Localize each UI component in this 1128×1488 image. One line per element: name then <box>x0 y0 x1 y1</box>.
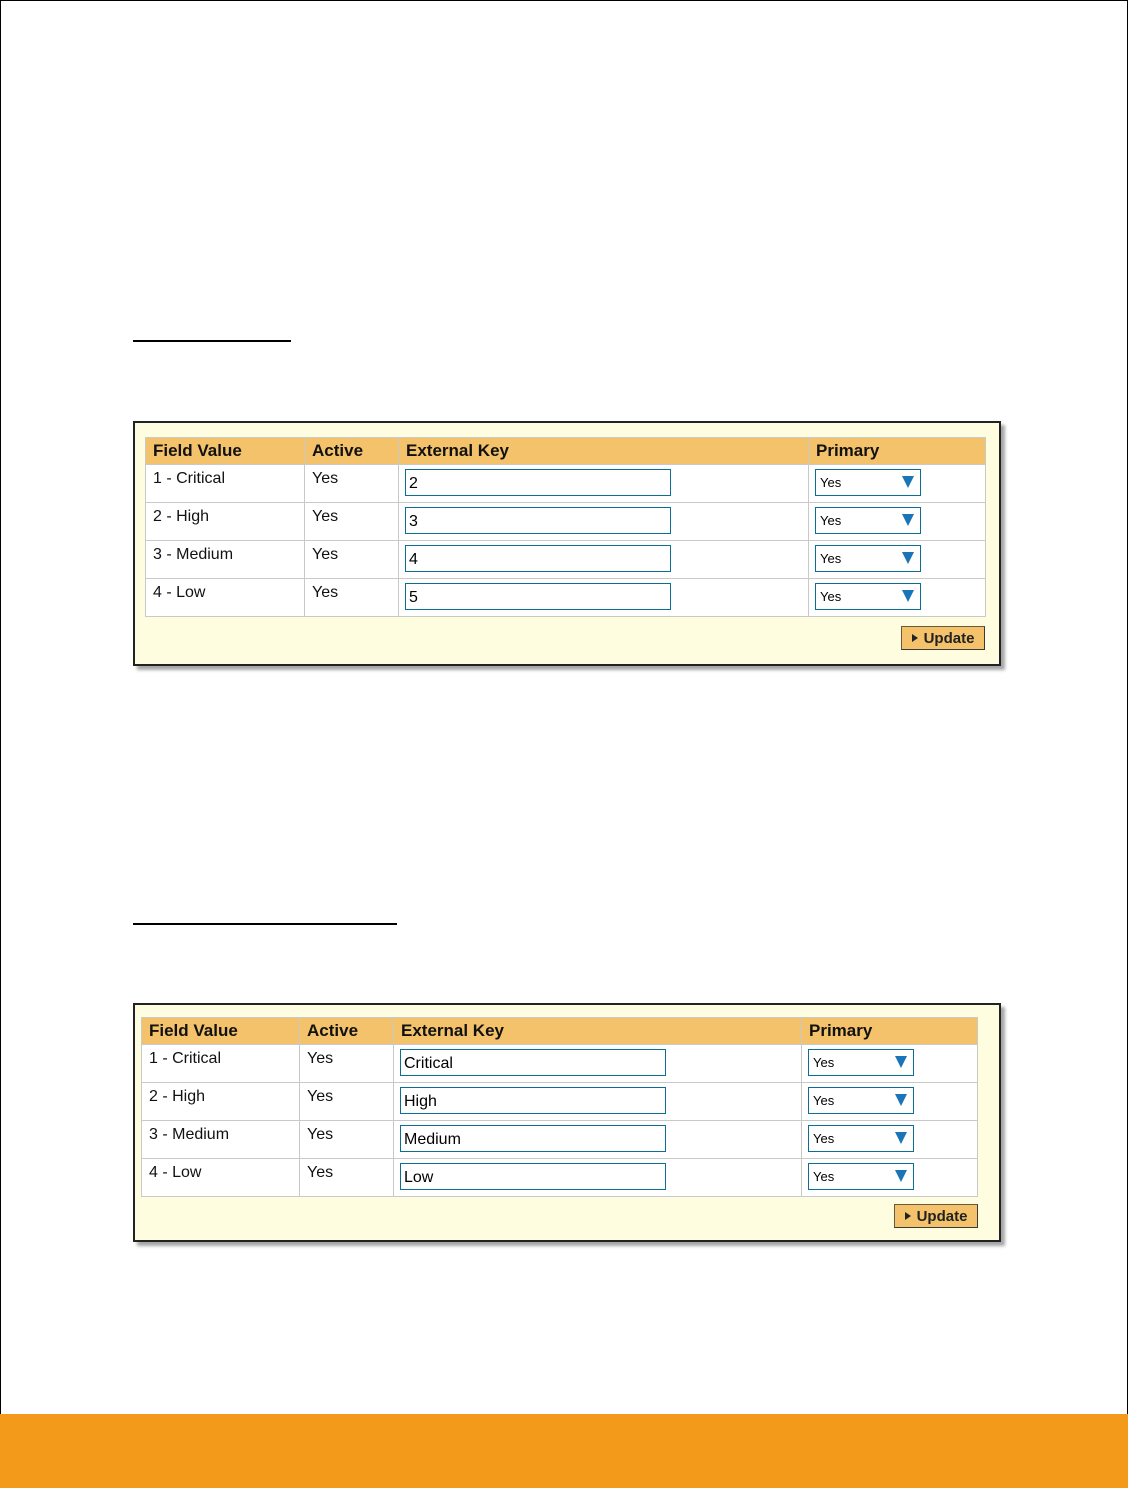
table-row <box>142 1045 978 1083</box>
external-key-cell <box>399 503 809 541</box>
update-button-label: Update <box>923 629 975 647</box>
external-key-cell <box>394 1045 802 1083</box>
mapping-table-2 <box>141 1017 978 1197</box>
primary-cell <box>809 579 986 617</box>
primary-cell <box>802 1045 978 1083</box>
update-button[interactable] <box>894 1204 978 1228</box>
external-key-input[interactable]: High <box>400 1087 666 1114</box>
primary-select-value: Yes <box>813 1169 835 1184</box>
field-value-cell: 4 - Low <box>142 1159 300 1197</box>
active-cell: Yes <box>300 1045 394 1083</box>
triangle-down-icon <box>902 552 914 564</box>
primary-select[interactable] <box>808 1163 914 1190</box>
triangle-down-icon <box>895 1170 907 1182</box>
table-row <box>142 1121 978 1159</box>
triangle-down-icon <box>902 590 914 602</box>
primary-cell <box>802 1159 978 1197</box>
table-header-row <box>142 1018 978 1045</box>
col-header-primary: Primary <box>802 1018 978 1045</box>
external-key-input[interactable]: 2 <box>405 469 671 496</box>
section-underline-2 <box>133 923 397 925</box>
col-header-active: Active <box>300 1018 394 1045</box>
triangle-down-icon <box>895 1094 907 1106</box>
primary-select-value: Yes <box>820 589 842 604</box>
field-value-cell: 2 - High <box>142 1083 300 1121</box>
primary-cell <box>802 1121 978 1159</box>
mapping-panel-2 <box>133 1003 1001 1242</box>
triangle-down-icon <box>895 1132 907 1144</box>
external-key-cell <box>399 579 809 617</box>
field-value-cell: 2 - High <box>146 503 305 541</box>
triangle-right-icon <box>905 1212 911 1220</box>
active-cell: Yes <box>305 465 399 503</box>
active-cell: Yes <box>305 541 399 579</box>
external-key-cell <box>394 1083 802 1121</box>
primary-select-value: Yes <box>820 551 842 566</box>
external-key-cell <box>394 1121 802 1159</box>
primary-cell <box>809 465 986 503</box>
field-value-cell: 3 - Medium <box>146 541 305 579</box>
field-value-cell: 4 - Low <box>146 579 305 617</box>
field-value-cell: 3 - Medium <box>142 1121 300 1159</box>
update-button-label: Update <box>916 1207 968 1225</box>
table-row <box>146 503 986 541</box>
active-cell: Yes <box>300 1159 394 1197</box>
triangle-down-icon <box>895 1056 907 1068</box>
primary-select[interactable] <box>815 469 921 496</box>
external-key-input[interactable]: 4 <box>405 545 671 572</box>
triangle-down-icon <box>902 514 914 526</box>
section-underline-1 <box>133 340 291 342</box>
external-key-cell <box>399 465 809 503</box>
primary-select-value: Yes <box>813 1055 835 1070</box>
primary-select[interactable] <box>815 507 921 534</box>
primary-cell <box>802 1083 978 1121</box>
primary-select[interactable] <box>815 545 921 572</box>
table-row <box>142 1083 978 1121</box>
external-key-input[interactable]: Medium <box>400 1125 666 1152</box>
table-row <box>146 579 986 617</box>
external-key-cell <box>394 1159 802 1197</box>
field-value-cell: 1 - Critical <box>142 1045 300 1083</box>
external-key-input[interactable]: Low <box>400 1163 666 1190</box>
col-header-external-key: External Key <box>394 1018 802 1045</box>
active-cell: Yes <box>300 1121 394 1159</box>
primary-select-value: Yes <box>813 1131 835 1146</box>
col-header-external-key: External Key <box>399 438 809 465</box>
update-button[interactable] <box>901 626 985 650</box>
primary-select-value: Yes <box>820 475 842 490</box>
table-header-row <box>146 438 986 465</box>
field-value-cell: 1 - Critical <box>146 465 305 503</box>
col-header-field-value: Field Value <box>142 1018 300 1045</box>
mapping-table-1 <box>145 437 986 617</box>
mapping-panel-1 <box>133 421 1001 666</box>
primary-cell <box>809 503 986 541</box>
primary-select-value: Yes <box>820 513 842 528</box>
primary-select[interactable] <box>808 1087 914 1114</box>
external-key-input[interactable]: 5 <box>405 583 671 610</box>
col-header-field-value: Field Value <box>146 438 305 465</box>
external-key-input[interactable]: 3 <box>405 507 671 534</box>
table-row <box>142 1159 978 1197</box>
col-header-active: Active <box>305 438 399 465</box>
triangle-right-icon <box>912 634 918 642</box>
active-cell: Yes <box>305 579 399 617</box>
primary-cell <box>809 541 986 579</box>
active-cell: Yes <box>305 503 399 541</box>
table-row <box>146 465 986 503</box>
col-header-primary: Primary <box>809 438 986 465</box>
external-key-input[interactable]: Critical <box>400 1049 666 1076</box>
primary-select[interactable] <box>815 583 921 610</box>
footer-bar <box>0 1414 1128 1488</box>
primary-select[interactable] <box>808 1125 914 1152</box>
primary-select[interactable] <box>808 1049 914 1076</box>
triangle-down-icon <box>902 476 914 488</box>
table-row <box>146 541 986 579</box>
external-key-cell <box>399 541 809 579</box>
primary-select-value: Yes <box>813 1093 835 1108</box>
active-cell: Yes <box>300 1083 394 1121</box>
